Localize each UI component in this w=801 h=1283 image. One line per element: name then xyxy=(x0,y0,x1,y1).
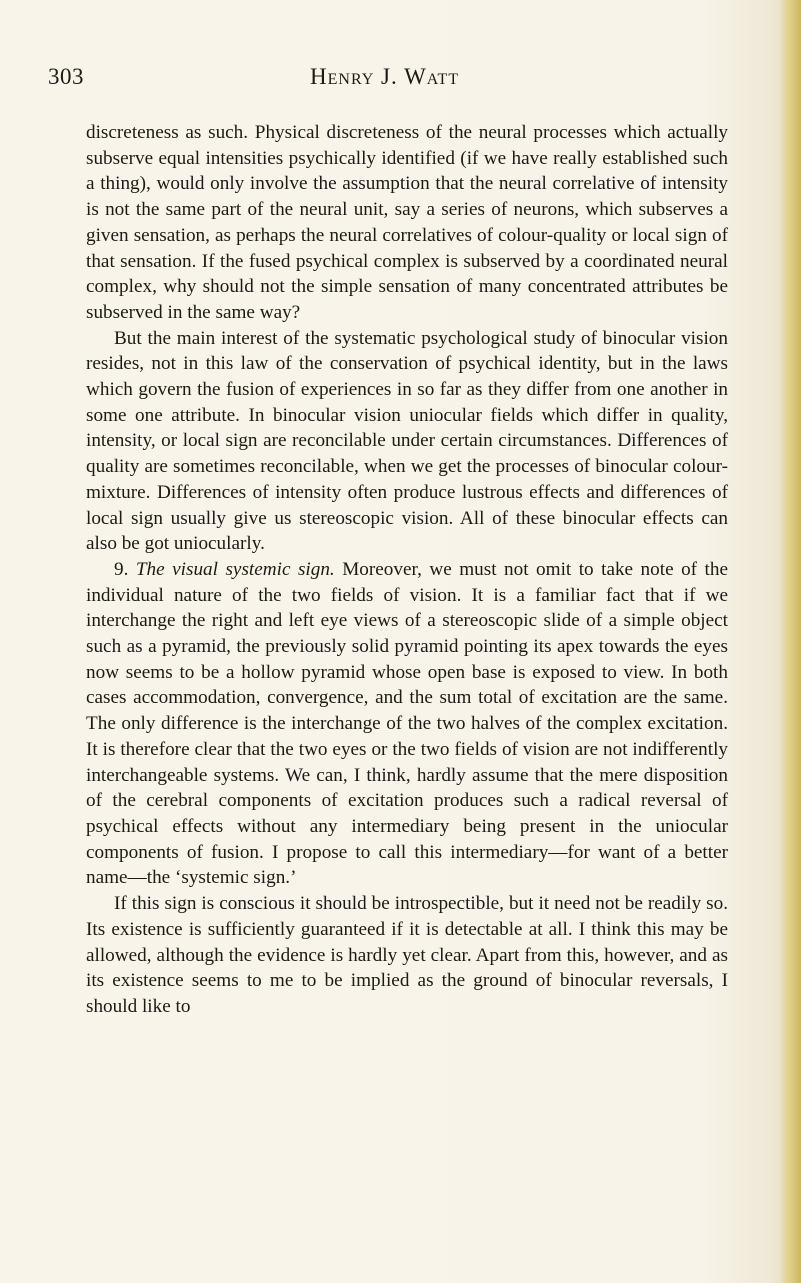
paragraph-3-text: Moreover, we must not omit to take note of the individual nature of the two fields of vision. It is a familiar fact that if we interchange the right and left eye views of a stereoscopic slide of a simple object such as a pyramid, the previously solid pyramid pointing its apex towards the eyes now seems to be a hollow pyramid whose open base is exposed to view. In both cases accommodation, convergence, and the sum total of excitation are the same. The only difference is the interchange of the two halves of the complex excitation. It is therefore clear that the two eyes or the two fields of vision are not indifferently interchangeable systems. We can, I think, hardly assume that the mere disposition of the cerebral components of excitation produces such a radical reversal of psychical effects without any intermediary being present in the uniocular components of fusion. I propose to call this intermediary—for want of a better name—the ‘systemic sign.’ xyxy=(86,558,728,889)
section-number: 9. xyxy=(114,558,129,580)
page-number: 303 xyxy=(48,64,84,89)
body-text xyxy=(86,120,728,1020)
page-edge-strip xyxy=(779,0,801,1283)
paragraph-2: But the main interest of the systematic psychological study of binocular vision resides, not in this law of the conservation of psychical identity, but in the laws which govern the fusion of experiences in so far as they differ from one another in some one attribute. In binocular vision uniocular fields which differ in quality, intensity, or local sign are reconcilable under certain circumstances. Differences of quality are sometimes reconcilable, when we get the processes of binocular colour-mixture. Differences of intensity often produce lustrous effects and differences of local sign usually give us stereoscopic vision. All of these binocular effects can also be got uniocularly. xyxy=(86,327,728,555)
paragraph-4: If this sign is conscious it should be introspectible, but it need not be readily so. Its existence is sufficiently guaranteed if it is detectable at all. I think this may be allowed, although the evidence is hardly yet clear. Apart from this, however, and as its existence seems to me to be implied as the ground of binocular reversals, I should like to xyxy=(86,893,728,1017)
paragraph-1: discreteness as such. Physical discreteness of the neural processes which actually subserve equal intensities psychically identified (if we have really established such a thing), would only involve the assumption that the neural correlative of intensity is not the same part of the neural unit, say a series of neurons, which subserves a given sensation, as perhaps the neural correlatives of colour-quality or local sign of that sensation. If the fused psychical complex is subserved by a coordinated neural complex, why should not the simple sensation of many concentrated attributes be subserved in the same way? xyxy=(86,122,728,323)
paragraph-3 xyxy=(86,557,728,891)
section-heading: The visual systemic sign. xyxy=(135,558,335,580)
running-head xyxy=(48,64,728,94)
running-head-author: Henry J. Watt xyxy=(310,64,460,89)
